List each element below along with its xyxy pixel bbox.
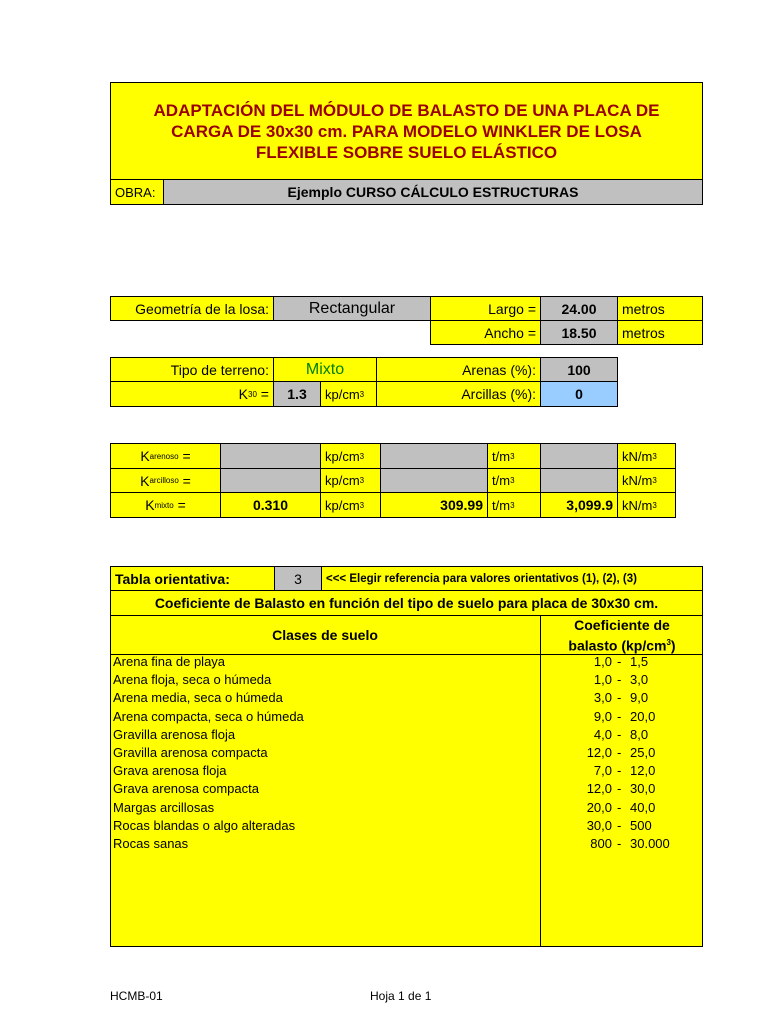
k30-label	[110, 381, 274, 407]
k-equals: =	[178, 472, 191, 489]
footer-code: HCMB-01	[110, 989, 163, 1003]
coefficient-separator: -	[617, 708, 622, 724]
largo-label: Largo =	[430, 296, 541, 321]
k-symbol: K	[140, 472, 150, 489]
modulus-kn-value[interactable]	[540, 443, 618, 469]
coefficient-separator: -	[617, 654, 622, 669]
coefficient-separator: -	[617, 726, 622, 742]
ancho-value[interactable]: 18.50	[540, 320, 618, 345]
coefficient-min: 30,0	[586, 817, 612, 833]
unit-text: kN/m	[622, 473, 653, 488]
coefficient-separator: -	[617, 672, 622, 688]
coefficient-separator: -	[617, 745, 622, 760]
table-ref-label: Tabla orientativa:	[110, 566, 275, 591]
modulus-tm-value[interactable]	[380, 468, 488, 493]
modulus-kn-value[interactable]: 3,099.9	[540, 492, 618, 518]
coefficient-max: 8,0	[630, 726, 649, 742]
soil-class-name: Arena media, seca o húmeda	[113, 690, 283, 706]
coefficient-min: 20,0	[586, 799, 612, 815]
modulus-kpcm-unit	[320, 468, 381, 493]
k-symbol: K	[145, 497, 155, 513]
unit-text: kp/cm	[325, 497, 360, 513]
modulus-kn-unit	[617, 443, 676, 469]
coefficient-min: 800	[590, 836, 612, 851]
modulus-label	[110, 492, 221, 518]
modulus-kpcm-value[interactable]: 0.310	[220, 492, 321, 518]
unit-text: kp/cm	[325, 473, 360, 488]
coefficient-separator: -	[617, 799, 622, 815]
unit-exponent: 3	[652, 476, 657, 485]
unit-text: t/m	[492, 448, 511, 464]
k30-unit: kp/cm 3	[320, 381, 377, 407]
modulus-kn-unit	[617, 492, 676, 518]
k30-subscript: 30	[248, 389, 257, 399]
col-soil-class: Clases de suelo	[272, 627, 378, 643]
table-heading: Coeficiente de Balasto en función del tipo de suelo para placa de 30x30 cm.	[110, 590, 703, 616]
unit-text: kp/cm	[325, 448, 360, 464]
soil-table-divider	[540, 615, 541, 947]
arenas-label: Arenas (%):	[376, 357, 541, 382]
modulus-tm-value[interactable]: 309.99	[380, 492, 488, 518]
soil-class-name: Arena fina de playa	[113, 654, 226, 669]
coefficient-max: 20,0	[630, 708, 656, 724]
unit-exponent: 3	[510, 476, 515, 485]
coefficient-separator: -	[617, 836, 622, 851]
unit-text: kN/m	[622, 448, 653, 464]
obra-label: OBRA:	[110, 179, 164, 205]
unit-exponent: 3	[510, 451, 515, 461]
coefficient-max: 500	[630, 817, 652, 833]
title-box	[110, 82, 703, 180]
modulus-tm-value[interactable]	[380, 443, 488, 469]
largo-value[interactable]: 24.00	[540, 296, 618, 321]
soil-class-name: Gravilla arenosa compacta	[113, 745, 268, 760]
soil-class-name: Gravilla arenosa floja	[113, 726, 236, 742]
coefficient-separator: -	[617, 781, 622, 797]
unit-exponent: 3	[359, 500, 365, 510]
modulus-kpcm-value[interactable]	[220, 468, 321, 493]
coefficient-max: 3,0	[630, 672, 649, 688]
modulus-tm-unit	[487, 492, 541, 518]
k-subscript: arenoso	[149, 451, 179, 461]
coefficient-separator: -	[617, 817, 622, 833]
largo-unit: metros	[617, 296, 703, 321]
modulus-kpcm-unit	[320, 492, 381, 518]
coefficient-separator: -	[617, 690, 622, 706]
coefficient-min: 3,0	[593, 690, 612, 706]
coefficient-separator: -	[617, 763, 622, 779]
ancho-unit: metros	[617, 320, 703, 345]
k-equals: =	[173, 497, 186, 513]
table-ref-hint: <<< Elegir referencia para valores orientativos (1), (2), (3)	[321, 566, 703, 591]
modulus-label	[110, 468, 221, 493]
modulus-tm-unit	[487, 443, 541, 469]
coefficient-min: 7,0	[593, 763, 612, 779]
geometry-label: Geometría de la losa:	[110, 296, 274, 321]
col-coefficient: Coeficiente de balasto $(kp/cm^3)$	[568, 617, 676, 654]
soil-class-name: Rocas sanas	[113, 836, 189, 851]
coefficient-min: 1,0	[593, 672, 612, 688]
soil-class-name: Grava arenosa compacta	[113, 781, 259, 797]
terrain-select[interactable]: Mixto	[273, 357, 377, 382]
coefficient-min: 9,0	[593, 708, 612, 724]
coefficient-min: 4,0	[593, 726, 612, 742]
k30-symbol: K	[238, 386, 249, 402]
coefficient-max: 1,5	[630, 654, 649, 669]
coefficient-min: 1,0	[593, 654, 612, 669]
arcillas-label: Arcillas (%):	[376, 381, 541, 407]
unit-text: kN/m	[622, 497, 653, 513]
modulus-kn-unit	[617, 468, 676, 493]
soil-class-name: Rocas blandas o algo alteradas	[113, 817, 296, 833]
coefficient-min: 12,0	[586, 745, 612, 760]
unit-text: t/m	[492, 497, 511, 513]
k-subscript: mixto	[154, 500, 174, 510]
soil-class-name: Arena floja, seca o húmeda	[113, 672, 272, 688]
unit-exponent: 3	[359, 451, 365, 461]
unit-text: t/m	[492, 473, 511, 488]
arcillas-value[interactable]: 0	[540, 381, 618, 407]
soil-class-name: Grava arenosa floja	[113, 763, 227, 779]
coefficient-max: 25,0	[630, 745, 656, 760]
k-symbol: K	[140, 448, 150, 464]
modulus-kpcm-unit	[320, 443, 381, 469]
ancho-label: Ancho =	[430, 320, 541, 345]
k30-equals: =	[256, 386, 269, 402]
obra-value[interactable]: Ejemplo CURSO CÁLCULO ESTRUCTURAS	[163, 179, 703, 205]
table-ref-value[interactable]: 3	[274, 566, 322, 591]
unit-exponent: 3	[652, 500, 657, 510]
k-equals: =	[178, 448, 191, 464]
modulus-tm-unit	[487, 468, 541, 493]
unit-exponent: 3	[359, 476, 365, 485]
terrain-label: Tipo de terreno:	[110, 357, 274, 382]
coefficient-min: 12,0	[586, 781, 612, 797]
soil-class-name: Margas arcillosas	[113, 799, 215, 815]
coefficient-max: 30.000	[630, 836, 670, 851]
footer-page: Hoja 1 de 1	[370, 989, 432, 1003]
coefficient-max: 30,0	[630, 781, 656, 797]
soil-class-name: Arena compacta, seca o húmeda	[113, 708, 304, 724]
coefficient-max: 12,0	[630, 763, 656, 779]
k-subscript: arcilloso	[149, 476, 179, 485]
geometry-select[interactable]: Rectangular	[273, 296, 431, 321]
k30-value[interactable]: 1.3	[273, 381, 321, 407]
coefficient-max: 40,0	[630, 799, 656, 815]
modulus-kpcm-value[interactable]	[220, 443, 321, 469]
unit-exponent: 3	[652, 451, 657, 461]
unit-exponent: 3	[510, 500, 515, 510]
modulus-label	[110, 443, 221, 469]
page-title: ADAPTACIÓN DEL MÓDULO DE BALASTO DE UNA PLACA DE CARGA DE 30x30 cm. PARA MODELO WINKLER DE LOSA FLEXIBLE SOBRE SUELO ELÁSTICO	[153, 100, 660, 162]
coefficient-max: 9,0	[630, 690, 649, 706]
arenas-value[interactable]: 100	[540, 357, 618, 382]
modulus-kn-value[interactable]	[540, 468, 618, 493]
